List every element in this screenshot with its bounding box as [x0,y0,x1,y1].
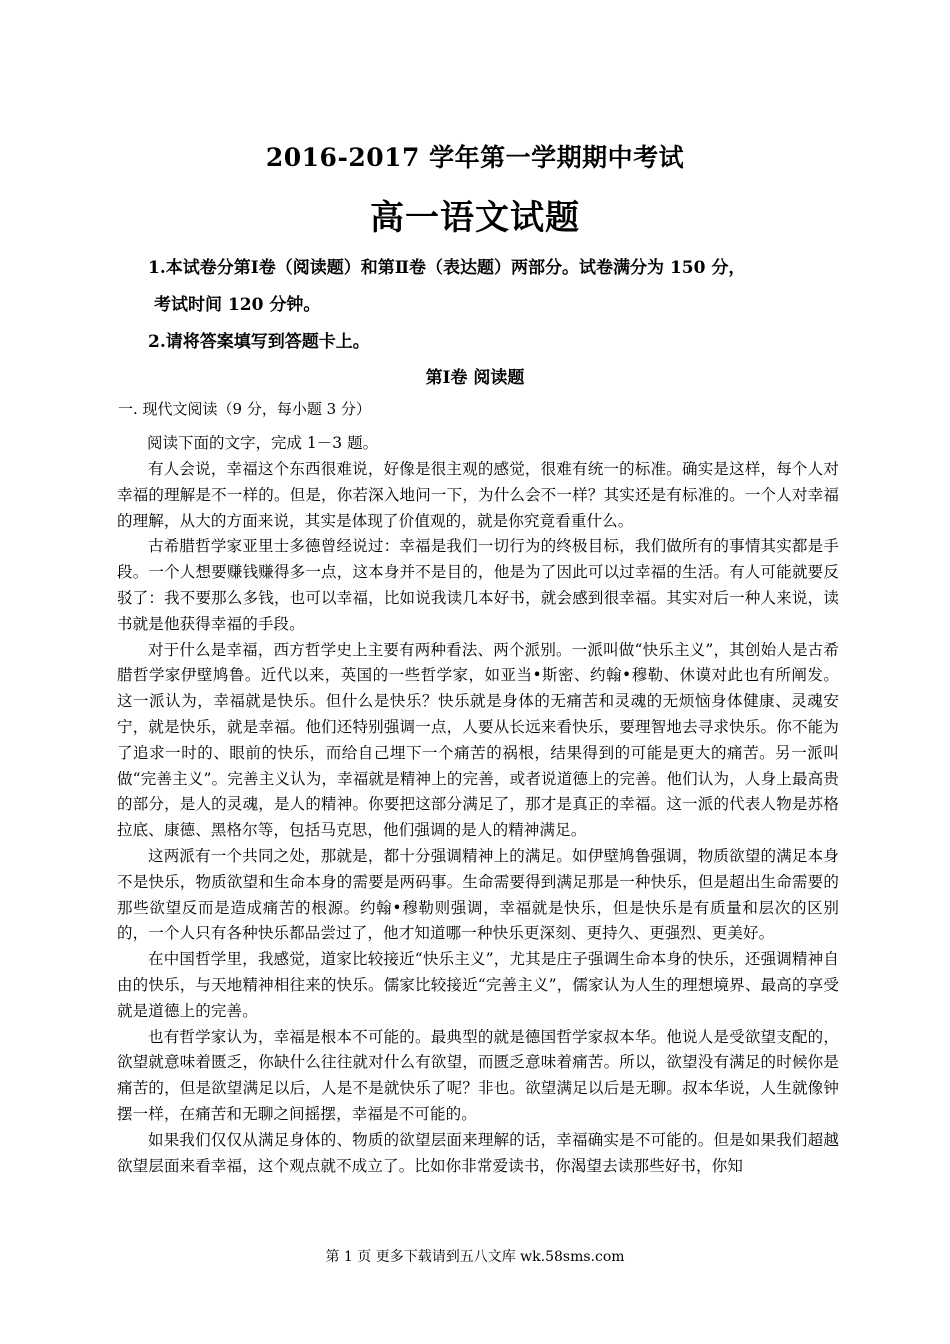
notice-item-1-continued: 考试时间 120 分钟。 [154,295,321,315]
reading-passage [117,457,839,1179]
passage-paragraph: 这两派有一个共同之处，那就是，都十分强调精神上的满足。如伊壁鸠鲁强调，物质欲望的满足本身不是快乐，物质欲望和生命本身的需要是两码事。生命需要得到满足那是一种快乐，但是超出生命需要的那些欲望反而是造成痛苦的根源。约翰•穆勒则强调，幸福就是快乐，但是快乐是有质量和层次的区别的，一个人只有各种快乐都品尝过了，他才知道哪一种快乐更深刻、更持久、更强烈、更美好。 [117,846,839,943]
passage-paragraph: 古希腊哲学家亚里士多德曾经说过：幸福是我们一切行为的终极目标，我们做所有的事情其实都是手段。一个人想要赚钱赚得多一点，这本身并不是目的，他是为了因此可以过幸福的生活。有人可能就要反驳了：我不要那么多钱，也可以幸福，比如说我读几本好书，就会感到很幸福。其实对后一种人来说，读书就是他获得幸福的手段。 [117,537,839,633]
page-footer: 第 1 页 更多下载请到五八文库 wk.58sms.com [325,1249,625,1265]
exam-year-heading: 2016-2017 学年第一学期期中考试 [265,143,685,172]
passage-paragraph: 也有哲学家认为，幸福是根本不可能的。最典型的就是德国哲学家叔本华。他说人是受欲望支配的，欲望就意味着匮乏，你缺什么往往就对什么有欲望，而匮乏意味着痛苦。所以，欲望没有满足的时候你是痛苦的，但是欲望满足以后，人是不是就快乐了呢？非也。欲望满足以后是无聊。叔本华说，人生就像钟摆一样，在痛苦和无聊之间摇摆，幸福是不可能的。 [117,1027,839,1123]
reading-instruction: 阅读下面的文字，完成 1－3 题。 [147,434,379,452]
section-heading: 一. 现代文阅读（9 分，每小题 3 分） [118,400,371,418]
passage-paragraph: 有人会说，幸福这个东西很难说，好像是很主观的感觉，很难有统一的标准。确实是这样，每个人对幸福的理解是不一样的。但是，你若深入地问一下，为什么会不一样？其实还是有标准的。一个人对幸福的理解，从大的方面来说，其实是体现了价值观的，就是你究竟看重什么。 [117,460,839,530]
notice-item-2: 2.请将答案填写到答题卡上。 [148,332,370,352]
exam-title: 高一语文试题 [370,198,580,238]
part-heading: 第Ⅰ卷 阅读题 [425,368,525,388]
passage-paragraph: 在中国哲学里，我感觉，道家比较接近“快乐主义”，尤其是庄子强调生命本身的快乐，还强调精神自由的快乐，与天地精神相往来的快乐。儒家比较接近“完善主义”，儒家认为人生的理想境界、最高的享受就是道德上的完善。 [117,950,839,1020]
passage-paragraph: 对于什么是幸福，西方哲学史上主要有两种看法、两个派别。一派叫做“快乐主义”，其创始人是古希腊哲学家伊壁鸠鲁。近代以来，英国的一些哲学家，如亚当•斯密、约翰•穆勒、休谟对此也有所阐发。这一派认为，幸福就是快乐。但什么是快乐？快乐就是身体的无痛苦和灵魂的无烦恼身体健康、灵魂安宁，就是快乐，就是幸福。他们还特别强调一点，人要从长远来看快乐，要理智地去寻求快乐。你不能为了追求一时的、眼前的快乐，而给自己埋下一个痛苦的祸根，结果得到的可能是更大的痛苦。另一派叫做“完善主义”。完善主义认为，幸福就是精神上的完善，或者说道德上的完善。他们认为，人身上最高贵的部分，是人的灵魂，是人的精神。你要把这部分满足了，那才是真正的幸福。这一派的代表人物是苏格拉底、康德、黑格尔等，包括马克思，他们强调的是人的精神满足。 [117,640,839,840]
passage-paragraph: 如果我们仅仅从满足身体的、物质的欲望层面来理解的话，幸福确实是不可能的。但是如果我们超越欲望层面来看幸福，这个观点就不成立了。比如你非常爱读书，你渴望去读那些好书，你知 [117,1130,839,1175]
notice-item-1: 1.本试卷分第Ⅰ卷（阅读题）和第Ⅱ卷（表达题）两部分。试卷满分为 150 分， [148,258,746,278]
